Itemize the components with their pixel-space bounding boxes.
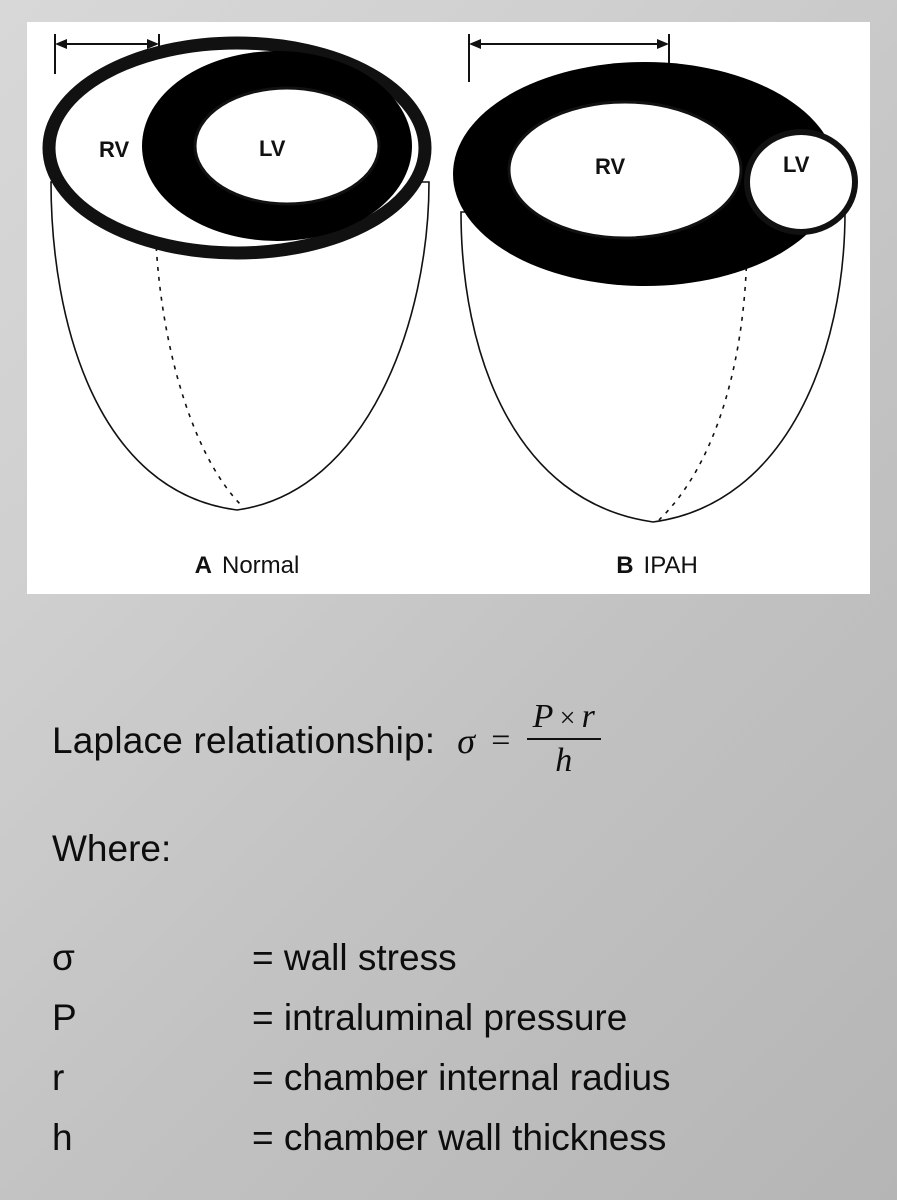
numerator-r: r [581,698,596,735]
definition-text: = chamber wall thickness [252,1117,667,1158]
heart-svg-ipah [447,22,867,594]
laplace-label: Laplace relatiationship: [52,720,436,762]
heart-diagram-normal [37,22,457,594]
numerator-p: P [532,698,554,735]
numerator-times: × [559,703,576,734]
label-rv-ipah: RV [595,154,626,179]
fraction-denominator: h [555,742,573,780]
figure-panel [27,22,870,594]
definition-text: = intraluminal pressure [252,997,628,1038]
definition-row-sigma [52,937,872,997]
label-lv-ipah: LV [783,152,810,177]
panel-letter-a: A [194,552,212,579]
definition-symbol: P [52,997,77,1038]
panel-letter-b: B [616,552,634,579]
definitions-list [52,937,872,1177]
panel-label-b: IPAH [643,552,698,579]
label-rv-normal: RV [99,137,130,162]
fraction-numerator [527,698,601,738]
definition-row-h [52,1117,872,1177]
definition-row-p [52,997,872,1057]
where-label: Where: [52,828,172,869]
equals-symbol: = [491,722,511,760]
heart-svg-normal [37,22,457,594]
laplace-equation [52,700,601,782]
definition-symbol: σ [52,937,75,978]
panel-caption-a [37,552,457,580]
definition-symbol: h [52,1117,73,1158]
heart-diagram-ipah [447,22,867,594]
sigma-symbol: σ [457,721,476,762]
definition-text: = chamber internal radius [252,1057,671,1098]
panel-caption-b [447,552,867,580]
lv-cavity-normal [195,88,379,204]
label-lv-normal: LV [259,136,286,161]
lv-cavity-ipah [747,132,855,232]
definition-text: = wall stress [252,937,457,978]
text-block [0,600,897,1200]
laplace-fraction [527,698,601,780]
panel-label-a: Normal [222,552,300,579]
definition-symbol: r [52,1057,65,1098]
definition-row-r [52,1057,872,1117]
